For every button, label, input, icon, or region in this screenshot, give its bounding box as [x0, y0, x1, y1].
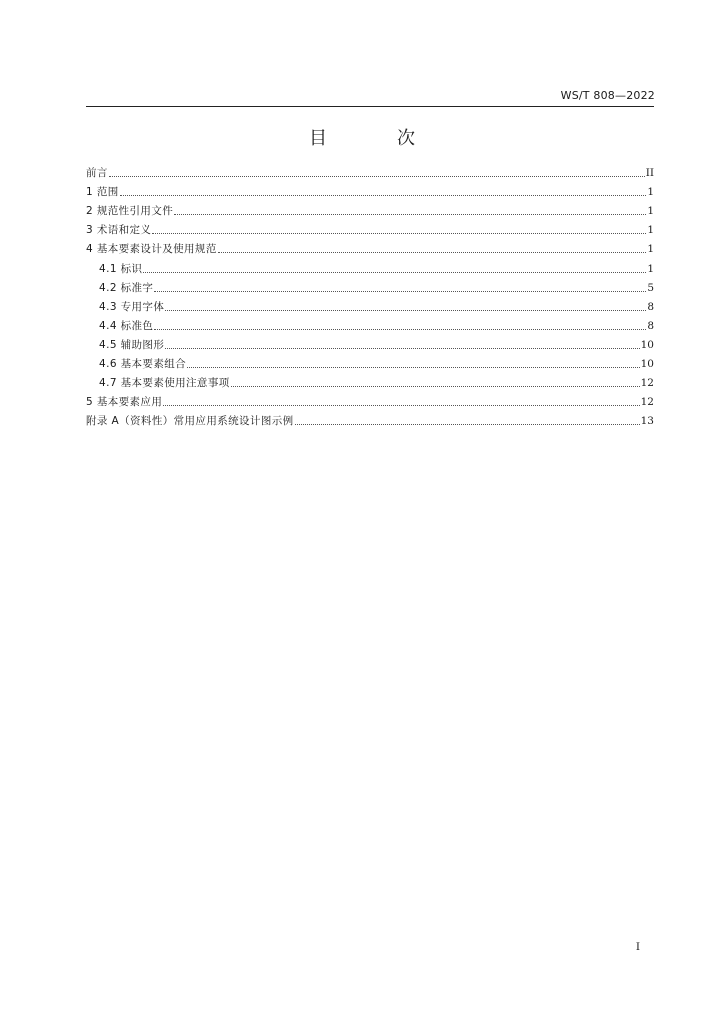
toc-entry[interactable] [86, 237, 654, 256]
toc-entry-page: 5 [647, 281, 654, 294]
toc-dot-leader [154, 329, 646, 330]
toc-entry-label: 4.2 标准字 [99, 281, 154, 294]
toc-dot-leader [152, 233, 646, 234]
toc-entry-label: 4.3 专用字体 [99, 300, 165, 313]
toc-dot-leader [143, 272, 646, 273]
header-rule [86, 106, 654, 107]
toc-dot-leader [218, 252, 647, 253]
toc-dot-leader [174, 214, 646, 215]
table-of-contents [86, 161, 654, 428]
toc-entry[interactable] [86, 352, 654, 371]
toc-entry-label: 1 范围 [86, 186, 119, 199]
toc-entry[interactable] [86, 333, 654, 352]
standard-code: WS/T 808—2022 [560, 89, 655, 102]
toc-entry-page: 1 [647, 186, 654, 199]
toc-entry[interactable] [86, 180, 654, 199]
page-number: I [635, 941, 640, 953]
toc-dot-leader [120, 195, 647, 196]
toc-entry[interactable] [86, 409, 654, 428]
toc-entry[interactable] [86, 295, 654, 314]
toc-entry-label: 前言 [86, 167, 108, 180]
toc-entry-page: 8 [647, 319, 654, 332]
toc-dot-leader [165, 348, 639, 349]
toc-entry-label: 4 基本要素设计及使用规范 [86, 243, 217, 256]
toc-dot-leader [165, 310, 646, 311]
toc-entry[interactable] [86, 199, 654, 218]
toc-entry[interactable] [86, 371, 654, 390]
toc-title: 目 次 [309, 128, 441, 149]
toc-entry-label: 4.6 基本要素组合 [99, 358, 187, 371]
toc-entry[interactable] [86, 276, 654, 295]
toc-entry-page: 12 [640, 377, 654, 390]
toc-entry-label: 4.7 基本要素使用注意事项 [99, 377, 230, 390]
toc-entry[interactable] [86, 256, 654, 275]
toc-entry-label: 4.5 辅助图形 [99, 338, 165, 351]
toc-entry-page: 12 [640, 396, 654, 409]
toc-entry-label: 5 基本要素应用 [86, 396, 163, 409]
toc-entry-label: 4.4 标准色 [99, 319, 154, 332]
toc-dot-leader [231, 386, 640, 387]
toc-entry-label: 3 术语和定义 [86, 224, 152, 237]
toc-entry[interactable] [86, 390, 654, 409]
toc-entry-page: 10 [640, 338, 654, 351]
toc-entry-page: 1 [647, 205, 654, 218]
toc-entry-page: 1 [647, 224, 654, 237]
toc-entry-page: 8 [647, 300, 654, 313]
toc-dot-leader [109, 176, 645, 177]
toc-entry[interactable] [86, 314, 654, 333]
toc-entry-page: 1 [647, 243, 654, 256]
toc-dot-leader [187, 367, 640, 368]
toc-entry-page: II [645, 167, 654, 180]
toc-entry[interactable] [86, 161, 654, 180]
toc-entry-label: 2 规范性引用文件 [86, 205, 174, 218]
toc-entry-label: 附录 A（资料性）常用应用系统设计图示例 [86, 415, 294, 428]
toc-dot-leader [154, 291, 646, 292]
toc-entry-page: 13 [640, 415, 654, 428]
toc-dot-leader [163, 405, 639, 406]
toc-entry-page: 10 [640, 358, 654, 371]
toc-entry-label: 4.1 标识 [99, 262, 143, 275]
toc-entry-page: 1 [647, 262, 654, 275]
toc-entry[interactable] [86, 218, 654, 237]
toc-dot-leader [295, 424, 640, 425]
